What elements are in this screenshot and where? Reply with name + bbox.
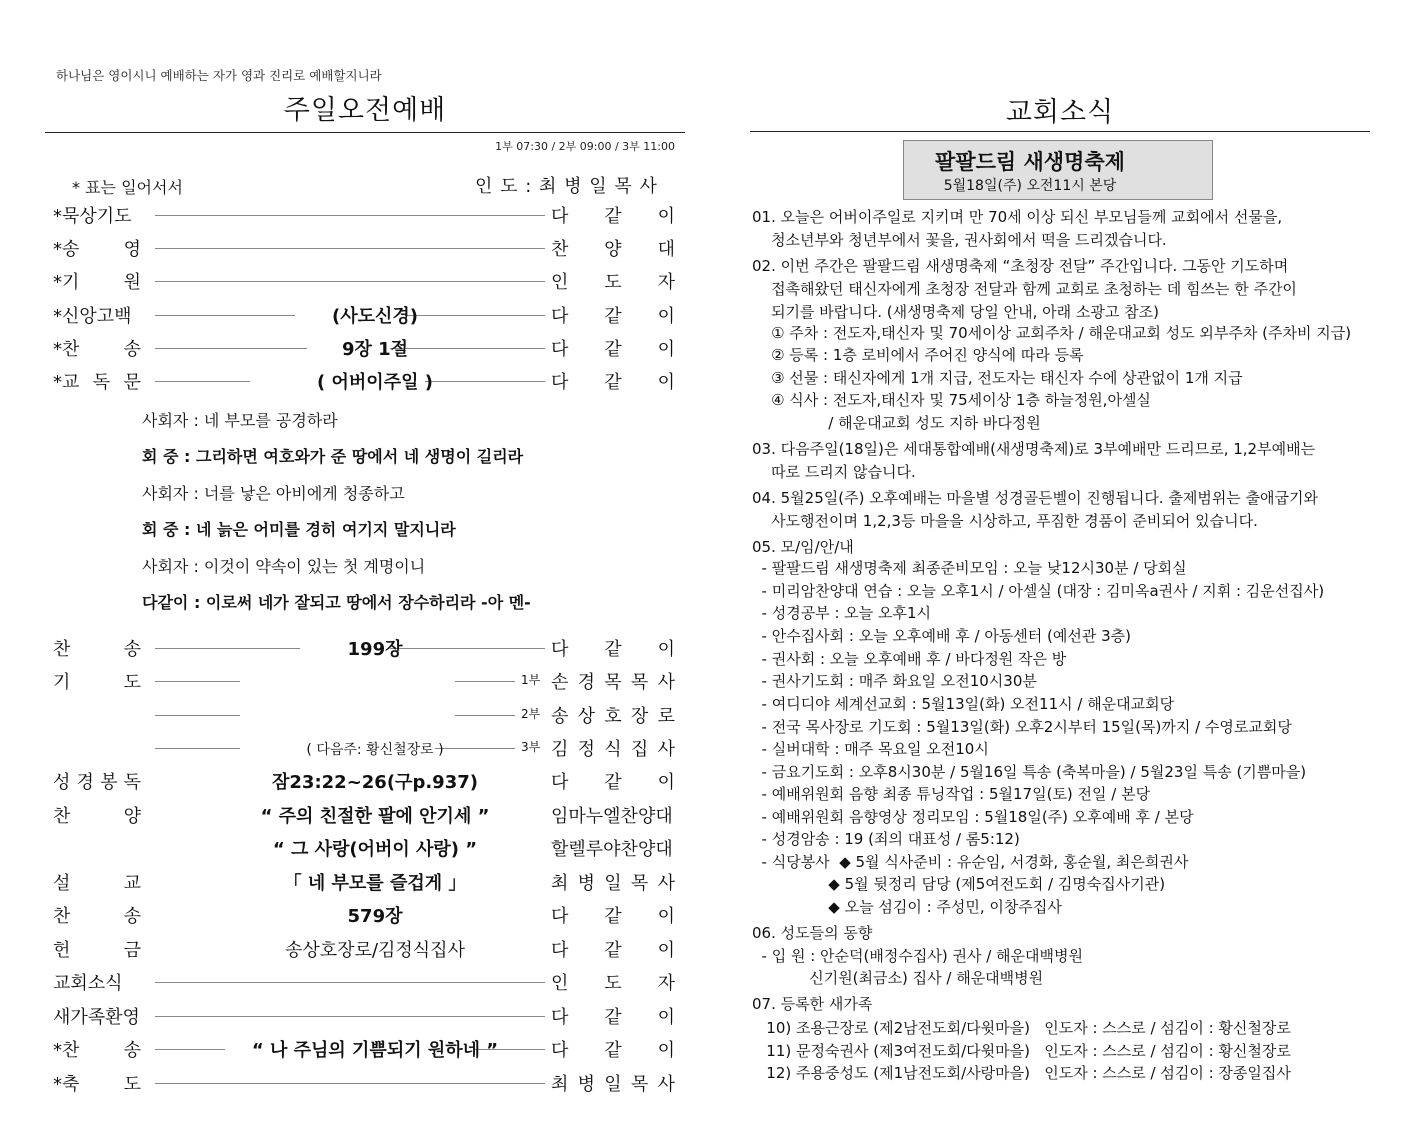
- leader-line: [155, 681, 240, 682]
- service-item-detail: (사도신경): [331, 306, 418, 327]
- news-line: 11) 문정숙권사 (제3여전도회/다윗마을) 인도자 : 스스로 / 섬김이 : 황신철장로: [752, 1042, 1291, 1060]
- news-line: / 해운대교회 성도 지하 바다정원: [752, 414, 1041, 432]
- service-row: [45, 934, 685, 964]
- news-line: ① 주차 : 전도자,태신자 및 70세이상 교회주차 / 해운대교회 성도 외부주차 (주차비 지급): [752, 324, 1352, 342]
- service-item-detail: 9장 1절: [341, 339, 409, 360]
- service-row: [45, 867, 685, 897]
- service-item-label: 새가족환영: [53, 1007, 140, 1028]
- service-part-tag: 3부: [521, 740, 541, 754]
- epigraph: 하나님은 영이시니 예배하는 자가 영과 진리로 예배할지니라: [56, 68, 382, 83]
- service-item-detail: 199장: [347, 639, 403, 660]
- news-title: 교회소식: [1005, 97, 1115, 128]
- service-row: [45, 766, 685, 796]
- news-line: - 성경암송 : 19 (죄의 대표성 / 롬5:12): [752, 830, 1020, 848]
- news-line: ② 등록 : 1층 로비에서 주어진 양식에 따라 등록: [752, 346, 1084, 364]
- title-divider: [45, 132, 685, 133]
- service-item-performer: 인 도 자: [551, 272, 675, 293]
- service-item-detail: 「 네 부모를 즐겁게 」: [283, 873, 467, 894]
- news-line: ③ 선물 : 태신자에게 1개 지급, 전도자는 태신자 수에 상관없이 1개 지급: [752, 369, 1243, 387]
- service-item-detail: “ 나 주님의 기쁨되기 원하네 ”: [251, 1040, 499, 1061]
- news-divider: [750, 131, 1370, 132]
- news-line: 따로 드리지 않습니다.: [752, 463, 916, 481]
- responsive-reading-line: 회 중 : 그리하면 여호와가 준 땅에서 네 생명이 길리라: [142, 447, 524, 466]
- service-row: [45, 1068, 685, 1098]
- service-item-detail: ( 어버이주일 ): [317, 372, 433, 393]
- service-row: [45, 900, 685, 930]
- leader-line: [155, 248, 545, 249]
- service-item-label: *기 원: [53, 272, 141, 293]
- responsive-reading-line: 사회자 : 네 부모를 공경하라: [142, 411, 338, 430]
- news-line: - 미리암찬양대 연습 : 오늘 오후1시 / 아셀실 (대장 : 김미옥a권사 / 지휘 : 김운선집사): [752, 582, 1325, 600]
- service-item-performer: 할렐루야찬양대: [551, 839, 673, 860]
- standing-note: * 표는 일어서서: [72, 178, 183, 197]
- service-item-performer: 인 도 자: [551, 973, 675, 994]
- service-row: [45, 300, 685, 330]
- news-line: - 권사회 : 오늘 오후예배 후 / 바다정원 작은 방: [752, 650, 1067, 668]
- service-item-label: 기 도: [53, 672, 141, 693]
- news-line: - 안수집사회 : 오늘 오후예배 후 / 아동센터 (예선관 3층): [752, 627, 1132, 645]
- news-line: ④ 식사 : 전도자,태신자 및 75세이상 1층 하늘정원,아셀실: [752, 391, 1151, 409]
- service-item-performer: 다 같 이: [551, 1040, 675, 1061]
- news-line: - 식당봉사 ◆ 5월 식사준비 : 유순임, 서경화, 홍순월, 최은희권사: [752, 853, 1189, 871]
- service-item-performer: 다 같 이: [551, 339, 675, 360]
- service-row: [45, 666, 685, 696]
- service-item-performer: 다 같 이: [551, 772, 675, 793]
- news-line: 청소년부와 청년부에서 꽃을, 권사회에서 떡을 드리겠습니다.: [752, 231, 1167, 249]
- service-row: [45, 366, 685, 396]
- service-row: [45, 833, 685, 863]
- news-line: - 전국 목사장로 기도회 : 5월13일(화) 오후2시부터 15일(목)까지 / 수영로교회당: [752, 718, 1292, 736]
- leader-line: [155, 215, 545, 216]
- news-line: 05. 모/임/안/내: [752, 538, 854, 556]
- news-line: 되기를 바랍니다. (새생명축제 당일 안내, 아래 소광고 참조): [752, 303, 1159, 321]
- banner-title: 팔팔드림 새생명축제: [935, 150, 1125, 174]
- service-row: [45, 967, 685, 997]
- service-row: [45, 700, 685, 730]
- service-part-tag: 1부: [521, 673, 541, 687]
- service-row: [45, 233, 685, 263]
- service-item-label: *송 영: [53, 239, 141, 260]
- service-item-performer: 김 정 식 집 사: [551, 739, 675, 760]
- responsive-reading-line: 회 중 : 네 늙은 어미를 경히 여기지 말지니라: [142, 520, 456, 539]
- banner-subtitle: 5월18일(주) 오전11시 본당: [943, 178, 1117, 194]
- service-item-label: 찬 송: [53, 639, 141, 660]
- news-line: 10) 조용근장로 (제2남전도회/다윗마을) 인도자 : 스스로 / 섬김이 : 황신철장로: [752, 1019, 1291, 1037]
- news-line: 02. 이번 주간은 팔팔드림 새생명축제 “초청장 전달” 주간입니다. 그동안 기도하며: [752, 257, 1289, 275]
- service-row: [45, 733, 685, 763]
- service-item-label: *찬 송: [53, 1040, 141, 1061]
- service-row: [45, 200, 685, 230]
- news-line: - 팔팔드림 새생명축제 최종준비모임 : 오늘 낮12시30분 / 당회실: [752, 559, 1187, 577]
- worship-title: 주일오전예배: [283, 95, 447, 126]
- service-item-label: *묵상기도: [53, 206, 132, 227]
- service-item-performer: 다 같 이: [551, 639, 675, 660]
- service-item-label: *교 독 문: [53, 372, 141, 393]
- news-line: 06. 성도들의 동향: [752, 924, 873, 942]
- responsive-reading-line: 사회자 : 너를 낳은 아비에게 청종하고: [142, 484, 405, 503]
- news-line: - 입 원 : 안순덕(배정수집사) 권사 / 해운대백병원: [752, 947, 1083, 965]
- news-line: - 권사기도회 : 매주 화요일 오전10시30분: [752, 672, 1037, 690]
- service-item-label: 교회소식: [53, 973, 123, 994]
- news-line: ◆ 5월 뒷정리 담당 (제5여전도회 / 김명숙집사기관): [752, 875, 1166, 893]
- news-line: 04. 5월25일(주) 오후예배는 마을별 성경골든벨이 진행됩니다. 출제범위는 출애굽기와: [752, 489, 1319, 507]
- news-line: 신기원(최금소) 집사 / 해운대백병원: [752, 969, 1044, 987]
- news-line: ◆ 오늘 섬김이 : 주성민, 이창주집사: [752, 898, 1062, 916]
- service-item-performer: 손 경 목 목 사: [551, 672, 675, 693]
- leader-line: [155, 1083, 545, 1084]
- service-item-label: 성 경 봉 독: [53, 772, 141, 793]
- service-item-detail: “ 주의 친절한 팔에 안기세 ”: [260, 806, 490, 827]
- leader-line: [155, 1016, 545, 1017]
- news-line: - 금요기도회 : 오후8시30분 / 5월16일 특송 (축복마을) / 5월23일 특송 (기쁨마을): [752, 763, 1307, 781]
- leader-line: [155, 715, 240, 716]
- service-part-tag: 2부: [521, 707, 541, 721]
- responsive-reading-line: 다같이 : 이로써 네가 잘되고 땅에서 장수하리라 -아 멘-: [142, 593, 531, 612]
- leader-line: [155, 982, 545, 983]
- service-item-performer: 다 같 이: [551, 306, 675, 327]
- news-line: 사도행전이며 1,2,3등 마을을 시상하고, 푸짐한 경품이 준비되어 있습니다.: [752, 512, 1258, 530]
- service-row: [45, 633, 685, 663]
- news-line: - 실버대학 : 매주 목요일 오전10시: [752, 740, 989, 758]
- service-item-performer: 찬 양 대: [551, 239, 675, 260]
- leader-line: [155, 281, 545, 282]
- service-item-performer: 송 상 호 장 로: [551, 706, 675, 727]
- leader-line: [455, 681, 515, 682]
- service-item-detail: “ 그 사랑(어버이 사랑) ”: [272, 839, 478, 860]
- service-item-performer: 임마누엘찬양대: [551, 806, 673, 827]
- service-leader: 인 도 : 최 병 일 목 사: [475, 176, 658, 197]
- service-item-performer: 다 같 이: [551, 906, 675, 927]
- service-times: 1부 07:30 / 2부 09:00 / 3부 11:00: [495, 140, 675, 153]
- news-line: - 예배위원회 음향 최종 튜닝작업 : 5월17일(토) 전일 / 본당: [752, 785, 1151, 803]
- service-item-detail: 송상호장로/김정식집사: [285, 940, 465, 961]
- news-line: - 여디디야 세계선교회 : 5월13일(화) 오전11시 / 해운대교회당: [752, 695, 1175, 713]
- service-row: [45, 333, 685, 363]
- service-item-label: 찬 양: [53, 806, 141, 827]
- service-item-label: 찬 송: [53, 906, 141, 927]
- service-item-performer: 다 같 이: [551, 940, 675, 961]
- service-item-label: *찬 송: [53, 339, 141, 360]
- news-line: 접촉해왔던 태신자에게 초청장 전달과 함께 교회로 초청하는 데 힘쓰는 한 주간이: [752, 280, 1297, 298]
- service-item-detail: ( 다음주: 황신철장로 ): [306, 742, 444, 758]
- festival-banner: [903, 140, 1213, 200]
- service-item-label: 설 교: [53, 873, 141, 894]
- service-row: [45, 1001, 685, 1031]
- service-item-label: 헌 금: [53, 940, 141, 961]
- service-item-performer: 다 같 이: [551, 372, 675, 393]
- news-line: 01. 오늘은 어버이주일로 지키며 만 70세 이상 되신 부모님들께 교회에서 선물을,: [752, 208, 1283, 226]
- news-line: 12) 주용중성도 (제1남전도회/사랑마을) 인도자 : 스스로 / 섬김이 : 장종일집사: [752, 1064, 1291, 1082]
- service-item-performer: 다 같 이: [551, 206, 675, 227]
- news-line: - 예배위원회 음향영상 정리모임 : 5월18일(주) 오후예배 후 / 본당: [752, 808, 1194, 826]
- service-item-label: *신앙고백: [53, 306, 132, 327]
- leader-line: [455, 715, 515, 716]
- news-line: 07. 등록한 새가족: [752, 995, 873, 1013]
- service-item-performer: 다 같 이: [551, 1007, 675, 1028]
- responsive-reading-line: 사회자 : 이것이 약속이 있는 첫 계명이니: [142, 557, 426, 576]
- service-item-label: *축 도: [53, 1074, 141, 1095]
- service-row: [45, 800, 685, 830]
- service-item-performer: 최 병 일 목 사: [551, 1074, 675, 1095]
- service-item-detail: 잠23:22~26(구p.937): [272, 772, 478, 793]
- service-item-performer: 최 병 일 목 사: [551, 873, 675, 894]
- news-line: 03. 다음주일(18일)은 세대통합예배(새생명축제)로 3부예배만 드리므로, 1,2부예배는: [752, 440, 1316, 458]
- service-row: [45, 266, 685, 296]
- service-item-detail: 579장: [347, 906, 403, 927]
- news-line: - 성경공부 : 오늘 오후1시: [752, 604, 932, 622]
- service-row: [45, 1034, 685, 1064]
